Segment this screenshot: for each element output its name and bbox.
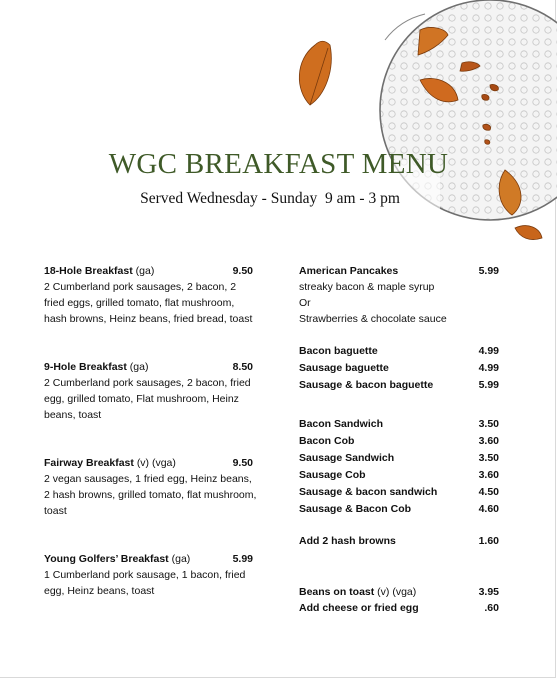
item-name: Sausage baguette xyxy=(299,362,389,374)
item-price: 5.99 xyxy=(478,379,499,391)
sandwiches-group xyxy=(299,416,499,518)
menu-item xyxy=(44,263,259,327)
item-name: American Pancakes xyxy=(299,265,399,277)
item-tag: (ga) xyxy=(129,361,149,373)
item-name: Sausage & Bacon Cob xyxy=(299,503,412,515)
item-description-line: streaky bacon & maple syrup xyxy=(299,281,435,293)
menu-item xyxy=(44,359,259,423)
item-description: 2 Cumberland pork sausages, 2 bacon, fried egg, grilled tomato, Flat mushroom, Heinz beans, toast xyxy=(44,377,251,421)
item-description-line: Or xyxy=(299,297,311,309)
item-name: Bacon Sandwich xyxy=(299,418,384,430)
page-title: WGC BREAKFAST MENU xyxy=(108,148,449,180)
item-price: 4.99 xyxy=(478,362,499,374)
item-price: 3.50 xyxy=(478,418,499,430)
menu-item xyxy=(299,343,499,360)
menu-item xyxy=(299,501,499,518)
item-name: Add cheese or fried egg xyxy=(299,602,419,614)
item-price: 3.60 xyxy=(478,435,499,447)
item-name: 9-Hole Breakfast xyxy=(44,361,127,373)
menu-item xyxy=(299,600,499,616)
menu-item xyxy=(299,450,499,467)
item-description-line: Strawberries & chocolate sauce xyxy=(299,313,447,325)
item-price: 5.99 xyxy=(232,553,253,565)
item-price: 3.50 xyxy=(478,452,499,464)
item-tag: (v) (vga) xyxy=(136,457,176,469)
menu-item xyxy=(44,551,259,599)
item-price: 3.95 xyxy=(478,586,499,598)
item-name: Add 2 hash browns xyxy=(299,535,396,547)
item-price: .60 xyxy=(484,602,499,614)
item-name: Beans on toast xyxy=(299,586,375,598)
item-tag: (ga) xyxy=(171,553,191,565)
extras-item xyxy=(299,533,499,549)
item-price: 1.60 xyxy=(478,535,499,547)
item-name: Sausage & bacon baguette xyxy=(299,379,434,391)
golf-ball-leaves-art xyxy=(290,0,557,250)
item-name: Fairway Breakfast xyxy=(44,457,134,469)
menu-item xyxy=(299,360,499,377)
left-menu-column xyxy=(44,263,259,599)
item-name: Sausage Cob xyxy=(299,469,366,481)
pancakes-item xyxy=(299,263,499,327)
baguettes-group xyxy=(299,343,499,394)
item-name: Sausage Sandwich xyxy=(299,452,395,464)
beans-group xyxy=(299,584,499,616)
item-description: 1 Cumberland pork sausage, 1 bacon, fried egg, Heinz beans, toast xyxy=(44,569,246,597)
item-tag: (v) (vga) xyxy=(374,586,417,598)
right-menu-column xyxy=(299,263,499,616)
menu-item xyxy=(299,484,499,501)
item-price: 4.60 xyxy=(478,503,499,515)
item-name: Young Golfers’ Breakfast xyxy=(44,553,169,565)
item-name: 18-Hole Breakfast xyxy=(44,265,133,277)
item-price: 5.99 xyxy=(478,265,499,277)
item-description: 2 vegan sausages, 1 fried egg, Heinz beans, 2 hash browns, grilled tomato, flat mushroom, toast xyxy=(44,473,257,517)
item-name: Bacon Cob xyxy=(299,435,355,447)
item-description: 2 Cumberland pork sausages, 2 bacon, 2 fried eggs, grilled tomato, flat mushroom, hash browns, Heinz beans, fried bread, toast xyxy=(44,281,253,325)
menu-item xyxy=(299,416,499,433)
service-hours: Served Wednesday - Sunday 9 am - 3 pm xyxy=(140,190,400,207)
item-price: 4.99 xyxy=(478,345,499,357)
item-name: Bacon baguette xyxy=(299,345,378,357)
item-tag: (ga) xyxy=(135,265,155,277)
item-price: 9.50 xyxy=(232,457,253,469)
menu-item xyxy=(299,433,499,450)
item-price: 3.60 xyxy=(478,469,499,481)
menu-item xyxy=(44,455,259,519)
menu-item xyxy=(299,584,499,600)
item-price: 8.50 xyxy=(232,361,253,373)
item-name: Sausage & bacon sandwich xyxy=(299,486,438,498)
menu-item xyxy=(299,377,499,394)
menu-item xyxy=(299,467,499,484)
item-price: 4.50 xyxy=(478,486,499,498)
item-price: 9.50 xyxy=(232,265,253,277)
